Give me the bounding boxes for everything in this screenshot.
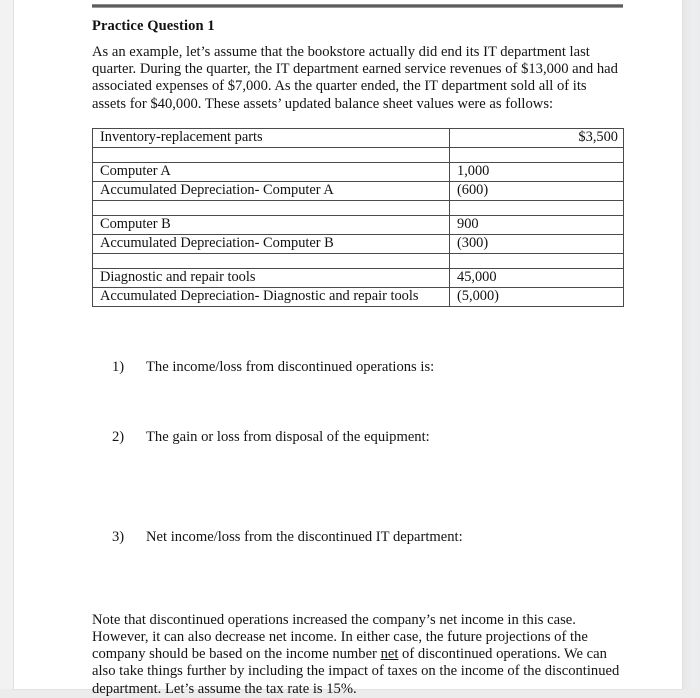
table-cell-label: Inventory-replacement parts: [93, 128, 450, 147]
question-text: The income/loss from discontinued operations is:: [146, 358, 435, 375]
table-row: [93, 215, 624, 234]
intro-paragraph: As an example, let’s assume that the bookstore actually did end its IT department last quarter. During the quarter, the IT department earned service revenues of $13,000 and had associated expenses of $7,000. As the quarter ended, the IT department sold all of its assets for $40,000. These assets’ updated balance sheet values were as follows:: [92, 44, 618, 112]
table-row: [93, 234, 624, 253]
table-row: [93, 128, 624, 147]
table-cell-label: Accumulated Depreciation- Diagnostic and repair tools: [93, 287, 450, 306]
table-cell-label: Accumulated Depreciation- Computer A: [93, 181, 450, 200]
table-cell-value: $3,500: [450, 128, 624, 147]
table-cell-value: (300): [450, 234, 624, 253]
table-cell-value: [450, 200, 624, 215]
question-item-3: [112, 529, 622, 546]
balance-sheet-table: [92, 128, 624, 307]
viewer-right-gutter: [682, 0, 700, 689]
question-item-1: [112, 359, 622, 376]
closing-text-part-1: Note that discontinued operations increased the company’s net income in this case. However, it can also decrease net income. In either case, the future projections of the company should be based on the income number: [92, 611, 588, 663]
table-cell-label: [93, 200, 450, 215]
table-cell-value: [450, 253, 624, 268]
table-cell-value: (5,000): [450, 287, 624, 306]
table-cell-label: Computer B: [93, 215, 450, 234]
table-row: [93, 181, 624, 200]
question-number: 2): [112, 428, 125, 445]
table-row: [93, 287, 624, 306]
table-cell-label: Diagnostic and repair tools: [93, 268, 450, 287]
closing-underlined-word: net: [380, 646, 399, 663]
question-list: [92, 359, 622, 546]
question-number: 3): [112, 528, 125, 545]
table-cell-value: 1,000: [450, 162, 624, 181]
table-cell-value: (600): [450, 181, 624, 200]
table-row: [93, 268, 624, 287]
page-title: Practice Question 1: [92, 18, 215, 34]
table-cell-label: [93, 147, 450, 162]
table-cell-label: Computer A: [93, 162, 450, 181]
table-cell-label: [93, 253, 450, 268]
table-row-spacer: [93, 147, 624, 162]
question-number: 1): [112, 358, 125, 375]
viewer-left-gutter: [0, 0, 14, 689]
table-row-spacer: [93, 200, 624, 215]
table-cell-value: 45,000: [450, 268, 624, 287]
page-content: [92, 0, 622, 698]
closing-paragraph: [92, 546, 622, 698]
table-cell-label: Accumulated Depreciation- Computer B: [93, 234, 450, 253]
table-row-spacer: [93, 253, 624, 268]
document-page: [14, 0, 682, 697]
question-text: The gain or loss from disposal of the equipment:: [146, 428, 430, 445]
question-text: Net income/loss from the discontinued IT department:: [146, 528, 463, 545]
table-cell-value: 900: [450, 215, 624, 234]
balance-sheet-body: [93, 128, 624, 306]
table-row: [93, 162, 624, 181]
closing-text-part-2: of discontinued operations. We can also take things further by including the impact of taxes on the income of the discontinued department. Let’s assume the tax rate is 15%.: [92, 646, 620, 697]
question-item-2: [112, 429, 622, 446]
table-cell-value: [450, 147, 624, 162]
